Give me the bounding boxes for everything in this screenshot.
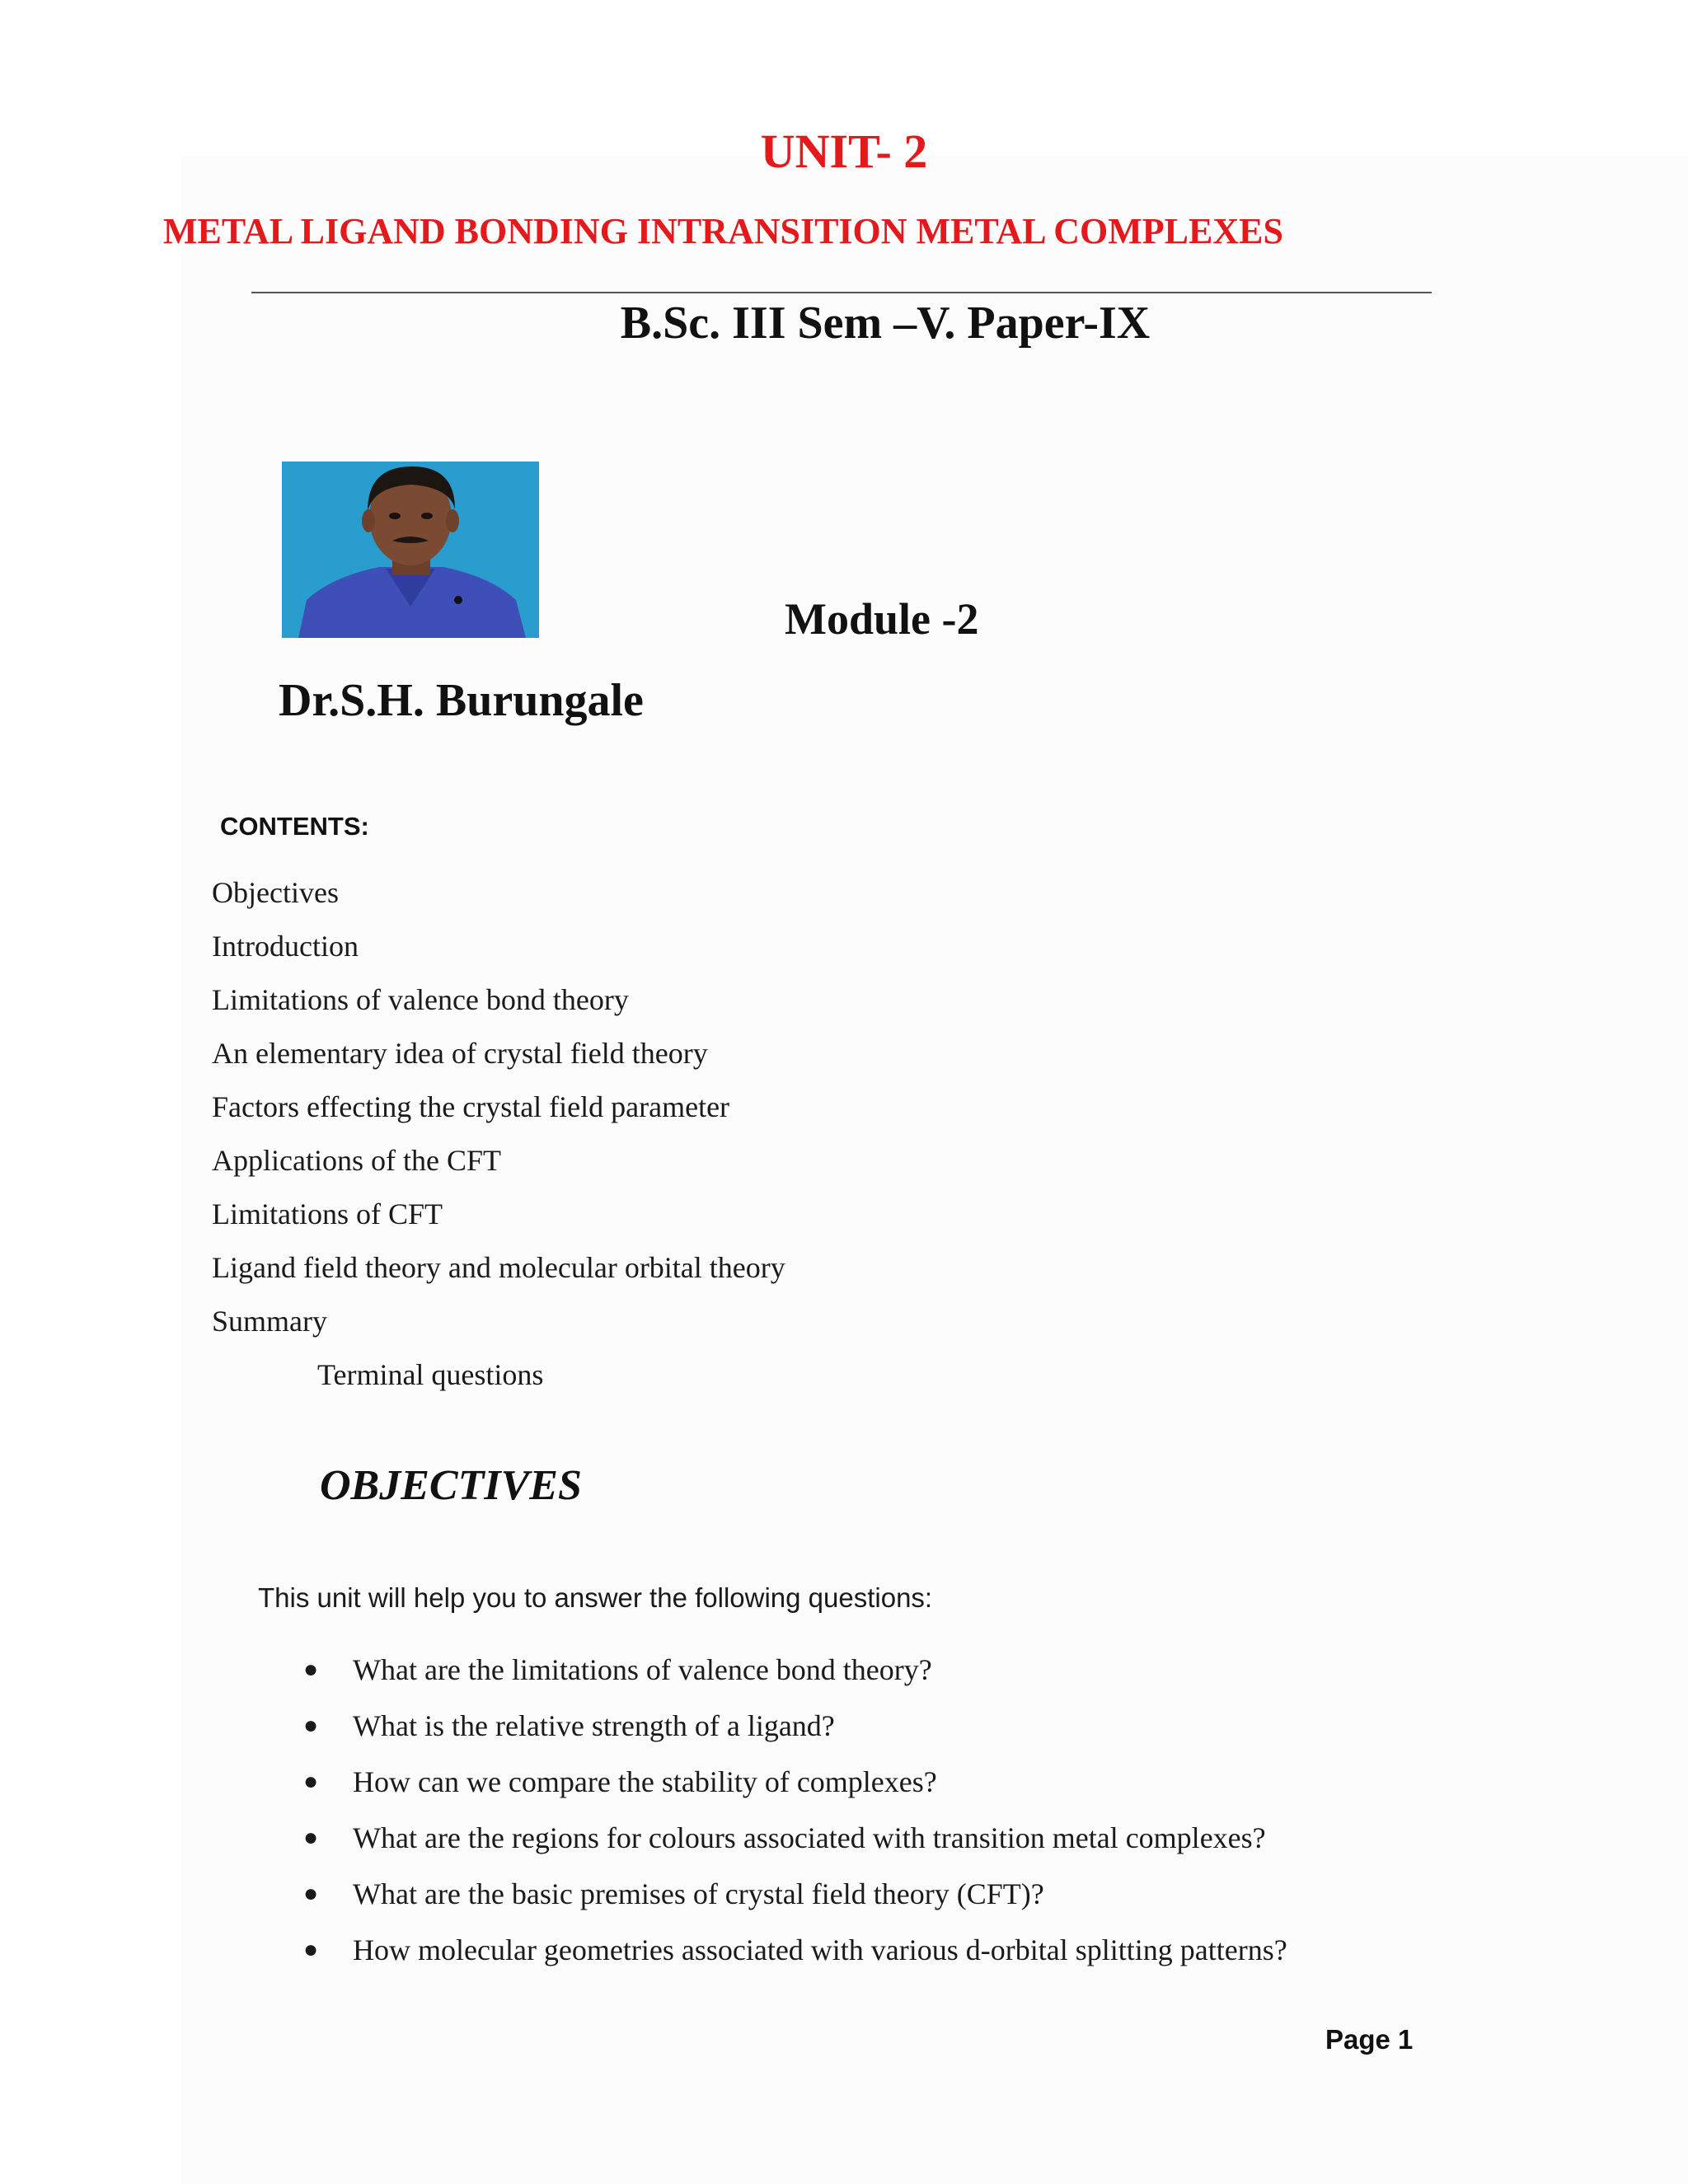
bullet-dot-icon: ● (303, 1936, 319, 1963)
question-text: How molecular geometries associated with various d-orbital splitting patterns? (353, 1933, 1287, 1966)
author-name: Dr.S.H. Burungale (279, 675, 644, 726)
contents-item: Summary (212, 1305, 327, 1338)
author-photo (282, 462, 539, 638)
question-text: What are the limitations of valence bond theory? (353, 1653, 932, 1686)
objectives-intro: This unit will help you to answer the following questions: (258, 1582, 933, 1613)
contents-item: Applications of the CFT (212, 1144, 501, 1177)
unit-subtitle: METAL LIGAND BONDING INTRANSITION METAL COMPLEXES (163, 211, 1283, 251)
question-text: What is the relative strength of a ligand? (353, 1709, 835, 1742)
contents-item: Limitations of valence bond theory (212, 983, 629, 1016)
contents-item: Limitations of CFT (212, 1197, 443, 1230)
contents-item: Terminal questions (317, 1358, 544, 1391)
bullet-dot-icon: ● (303, 1712, 319, 1739)
contents-item: An elementary idea of crystal field theory (212, 1037, 708, 1070)
unit-title: UNIT- 2 (760, 124, 928, 178)
question-text: What are the basic premises of crystal field theory (CFT)? (353, 1877, 1044, 1910)
bullet-dot-icon: ● (303, 1656, 319, 1683)
bullet-dot-icon: ● (303, 1880, 319, 1907)
bullet-dot-icon: ● (303, 1824, 319, 1851)
contents-item: Factors effecting the crystal field parameter (212, 1090, 730, 1123)
contents-item: Objectives (212, 876, 339, 909)
question-text: How can we compare the stability of complexes? (353, 1765, 937, 1798)
contents-item: Introduction (212, 930, 359, 963)
page-number: Page 1 (1325, 2024, 1414, 2055)
contents-heading: CONTENTS: (220, 812, 369, 841)
module-label: Module -2 (785, 594, 979, 644)
objectives-heading: OBJECTIVES (320, 1462, 582, 1509)
question-text: What are the regions for colours associated with transition metal complexes? (353, 1821, 1266, 1854)
bullet-dot-icon: ● (303, 1768, 319, 1795)
course-title: B.Sc. III Sem –V. Paper-IX (620, 298, 1151, 349)
header-divider (251, 292, 1432, 293)
contents-item: Ligand field theory and molecular orbital theory (212, 1251, 785, 1284)
